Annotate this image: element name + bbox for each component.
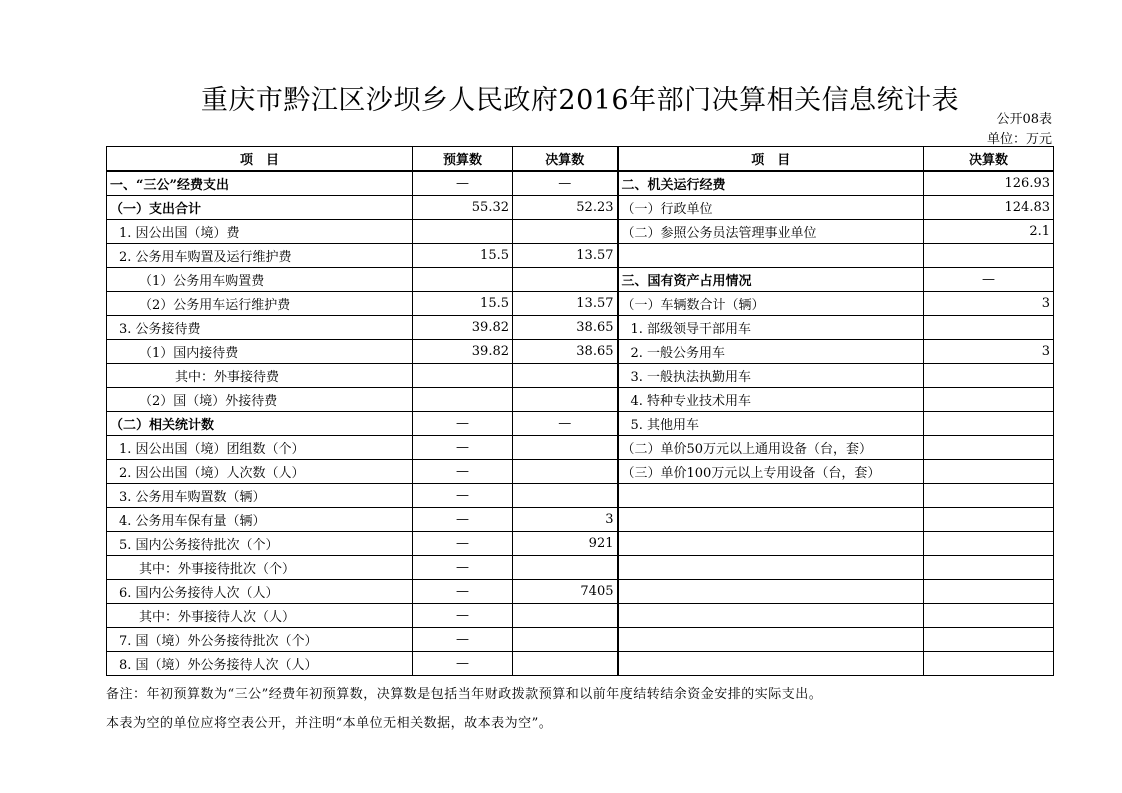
table-row <box>107 604 1054 628</box>
row-label-right <box>618 484 924 508</box>
row-label-left: 其中：外事接待批次（个） <box>107 556 413 580</box>
row-budget-value: 15.5 <box>413 244 513 268</box>
row-label-right: 3. 一般执法执勤用车 <box>618 364 924 388</box>
row-final-value-right <box>924 436 1054 460</box>
table-row <box>107 171 1054 196</box>
row-label-right <box>618 532 924 556</box>
row-final-value-right <box>924 316 1054 340</box>
row-label-left: 1. 因公出国（境）费 <box>107 220 413 244</box>
row-label-left: （2）公务用车运行维护费 <box>107 292 413 316</box>
header-item-left: 项 目 <box>107 147 413 172</box>
row-label-right <box>618 244 924 268</box>
row-final-value-left <box>513 460 618 484</box>
row-final-value-left: 38.65 <box>513 340 618 364</box>
row-label-left: （二）相关统计数 <box>107 412 413 436</box>
row-budget-value: 55.32 <box>413 196 513 220</box>
table-row <box>107 412 1054 436</box>
table-row <box>107 244 1054 268</box>
row-label-right <box>618 508 924 532</box>
row-label-right <box>618 604 924 628</box>
row-final-value-left: 7405 <box>513 580 618 604</box>
row-label-right: 三、国有资产占用情况 <box>618 268 924 292</box>
header-final-right: 决算数 <box>924 147 1054 172</box>
row-budget-value: — <box>413 171 513 196</box>
row-final-value-left: 52.23 <box>513 196 618 220</box>
page-title: 重庆市黔江区沙坝乡人民政府2016年部门决算相关信息统计表 <box>200 85 960 116</box>
row-budget-value <box>413 388 513 412</box>
row-budget-value: — <box>413 412 513 436</box>
row-label-left: （一）支出合计 <box>107 196 413 220</box>
row-label-left: 4. 公务用车保有量（辆） <box>107 508 413 532</box>
row-label-left: （1）国内接待费 <box>107 340 413 364</box>
table-row <box>107 388 1054 412</box>
row-final-value-right <box>924 244 1054 268</box>
row-budget-value: — <box>413 532 513 556</box>
row-final-value-right: — <box>924 268 1054 292</box>
table-row <box>107 316 1054 340</box>
row-label-right <box>618 628 924 652</box>
row-final-value-left: 38.65 <box>513 316 618 340</box>
row-label-right <box>618 652 924 676</box>
row-final-value-right <box>924 508 1054 532</box>
row-label-right: （二）单价50万元以上通用设备（台，套） <box>618 436 924 460</box>
table-row <box>107 580 1054 604</box>
note-empty-table: 本表为空的单位应将空表公开，并注明“本单位无相关数据，故本表为空”。 <box>106 716 553 731</box>
row-final-value-right: 3 <box>924 292 1054 316</box>
row-final-value-left <box>513 220 618 244</box>
row-final-value-left: 13.57 <box>513 292 618 316</box>
row-label-left: 3. 公务用车购置数（辆） <box>107 484 413 508</box>
row-label-left: 8. 国（境）外公务接待人次（人） <box>107 652 413 676</box>
row-final-value-right: 124.83 <box>924 196 1054 220</box>
row-budget-value: — <box>413 556 513 580</box>
row-budget-value: 15.5 <box>413 292 513 316</box>
row-final-value-left <box>513 484 618 508</box>
row-final-value-left: 3 <box>513 508 618 532</box>
statistics-table <box>106 146 1054 676</box>
row-final-value-right <box>924 580 1054 604</box>
row-final-value-left <box>513 628 618 652</box>
table-row <box>107 484 1054 508</box>
row-budget-value <box>413 268 513 292</box>
row-budget-value <box>413 220 513 244</box>
header-item-right: 项 目 <box>618 147 924 172</box>
row-final-value-left <box>513 436 618 460</box>
header-final-left: 决算数 <box>513 147 618 172</box>
row-final-value-right <box>924 460 1054 484</box>
row-label-right: （三）单价100万元以上专用设备（台，套） <box>618 460 924 484</box>
row-label-left: 1. 因公出国（境）团组数（个） <box>107 436 413 460</box>
table-row <box>107 364 1054 388</box>
row-final-value-right <box>924 532 1054 556</box>
row-final-value-right <box>924 388 1054 412</box>
table-row <box>107 532 1054 556</box>
row-label-left: 一、“三公”经费支出 <box>107 171 413 196</box>
row-final-value-left: 13.57 <box>513 244 618 268</box>
row-final-value-left <box>513 652 618 676</box>
row-label-right: （一）行政单位 <box>618 196 924 220</box>
row-label-right: 二、机关运行经费 <box>618 171 924 196</box>
row-final-value-left <box>513 388 618 412</box>
row-budget-value: — <box>413 628 513 652</box>
row-budget-value: 39.82 <box>413 316 513 340</box>
row-label-left: 2. 公务用车购置及运行维护费 <box>107 244 413 268</box>
row-final-value-right: 2.1 <box>924 220 1054 244</box>
row-final-value-left: 921 <box>513 532 618 556</box>
row-final-value-left: — <box>513 171 618 196</box>
row-final-value-right <box>924 484 1054 508</box>
row-label-left: 其中：外事接待人次（人） <box>107 604 413 628</box>
row-budget-value: 39.82 <box>413 340 513 364</box>
row-label-right <box>618 556 924 580</box>
row-label-right: 1. 部级领导干部用车 <box>618 316 924 340</box>
row-final-value-right <box>924 556 1054 580</box>
table-row <box>107 292 1054 316</box>
table-row <box>107 460 1054 484</box>
row-final-value-right: 126.93 <box>924 171 1054 196</box>
table-row <box>107 196 1054 220</box>
row-budget-value: — <box>413 580 513 604</box>
row-final-value-right <box>924 628 1054 652</box>
row-budget-value: — <box>413 436 513 460</box>
row-final-value-left <box>513 604 618 628</box>
header-budget: 预算数 <box>413 147 513 172</box>
form-number: 公开08表 <box>996 112 1052 127</box>
row-label-right: 5. 其他用车 <box>618 412 924 436</box>
table-row <box>107 556 1054 580</box>
row-budget-value: — <box>413 484 513 508</box>
table-row <box>107 436 1054 460</box>
row-label-left: 其中：外事接待费 <box>107 364 413 388</box>
row-label-left: 7. 国（境）外公务接待批次（个） <box>107 628 413 652</box>
row-label-left: 3. 公务接待费 <box>107 316 413 340</box>
row-label-right: 2. 一般公务用车 <box>618 340 924 364</box>
row-label-right: （二）参照公务员法管理事业单位 <box>618 220 924 244</box>
row-label-left: 6. 国内公务接待人次（人） <box>107 580 413 604</box>
row-label-right <box>618 580 924 604</box>
table-row <box>107 340 1054 364</box>
row-label-right: （一）车辆数合计（辆） <box>618 292 924 316</box>
row-label-left: 2. 因公出国（境）人次数（人） <box>107 460 413 484</box>
row-label-right: 4. 特种专业技术用车 <box>618 388 924 412</box>
row-budget-value <box>413 364 513 388</box>
row-label-left: （2）国（境）外接待费 <box>107 388 413 412</box>
row-final-value-right <box>924 412 1054 436</box>
table-row <box>107 268 1054 292</box>
row-final-value-left <box>513 364 618 388</box>
row-budget-value: — <box>413 652 513 676</box>
row-final-value-left <box>513 268 618 292</box>
table-row <box>107 628 1054 652</box>
unit-label: 单位：万元 <box>986 132 1052 147</box>
table-row <box>107 220 1054 244</box>
row-final-value-left <box>513 556 618 580</box>
row-label-left: 5. 国内公务接待批次（个） <box>107 532 413 556</box>
row-label-left: （1）公务用车购置费 <box>107 268 413 292</box>
table-row <box>107 508 1054 532</box>
row-budget-value: — <box>413 604 513 628</box>
note-remark: 备注：年初预算数为“三公”经费年初预算数，决算数是包括当年财政拨款预算和以前年度结转结余资金安排的实际支出。 <box>106 687 823 702</box>
row-final-value-right <box>924 604 1054 628</box>
row-budget-value: — <box>413 508 513 532</box>
table-row <box>107 652 1054 676</box>
row-final-value-right: 3 <box>924 340 1054 364</box>
row-budget-value: — <box>413 460 513 484</box>
table-header-row <box>107 147 1054 172</box>
row-final-value-right <box>924 364 1054 388</box>
row-final-value-right <box>924 652 1054 676</box>
row-final-value-left: — <box>513 412 618 436</box>
